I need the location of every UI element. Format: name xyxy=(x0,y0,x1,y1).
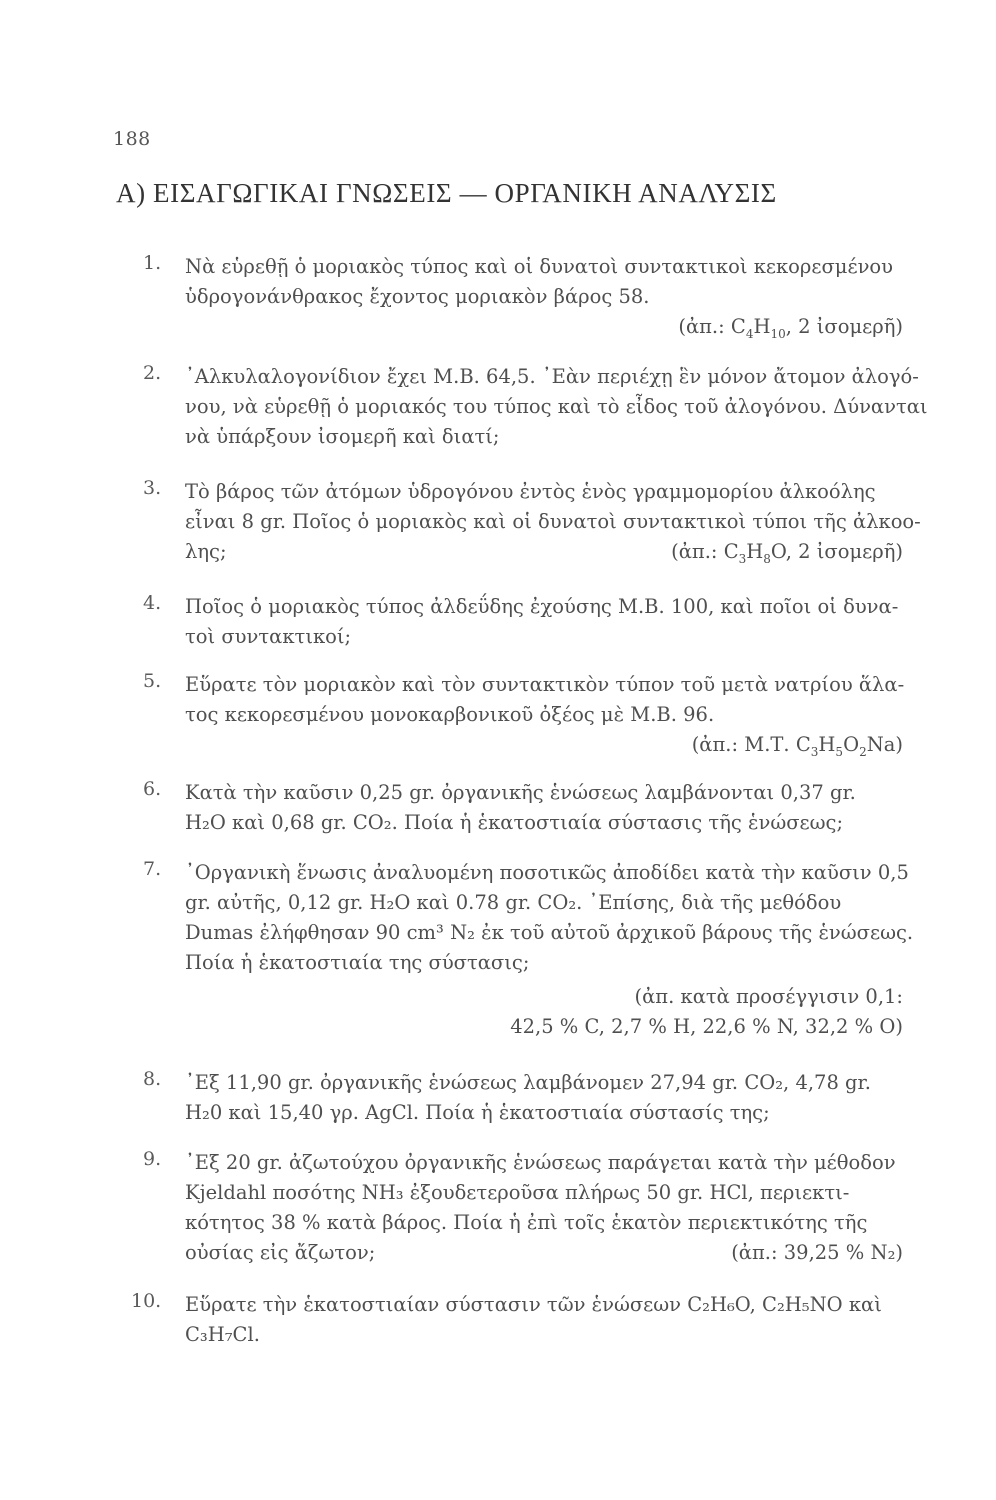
problem-answer-line: 42,5 % C, 2,7 % H, 22,6 % N, 32,2 % O) xyxy=(510,1015,903,1038)
problem-text-line: τος κεκορεσμένου μονοκαρβονικοῦ ὀξέος μὲ Μ.Β. 96. xyxy=(185,703,715,726)
problem-text-line: Εὕρατε τὴν ἑκατοστιαίαν σύστασιν τῶν ἑνώσεων C₂H₆O, C₂H₅NO καὶ xyxy=(185,1293,882,1316)
problem-text-line: H₂O καὶ 0,68 gr. CO₂. Ποία ἡ ἑκατοστιαία σύστασις τῆς ἑνώσεως; xyxy=(185,811,844,834)
problem-text-line: Νὰ εὑρεθῇ ὁ μοριακὸς τύπος καὶ οἱ δυνατοὶ συντακτικοὶ κεκορεσμένου xyxy=(185,255,894,278)
problem-text-line: Dumas ἐλήφθησαν 90 cm³ N₂ ἐκ τοῦ αὐτοῦ ἀρχικοῦ βάρους τῆς ἑνώσεως. xyxy=(185,921,914,944)
problem-text-line: Εὕρατε τὸν μοριακὸν καὶ τὸν συντακτικὸν τύπον τοῦ μετὰ νατρίου ἅλα- xyxy=(185,673,905,696)
problem-text-line: Τὸ βάρος τῶν ἀτόμων ὑδρογόνου ἐντὸς ἑνὸς γραμμομορίου ἀλκοόλης xyxy=(185,480,876,503)
problem-number: 10. xyxy=(131,1290,162,1312)
problem-text-line: Ποία ἡ ἑκατοστιαία της σύστασις; xyxy=(185,951,530,974)
problem-text-line: H₂0 καὶ 15,40 γρ. AgCl. Ποία ἡ ἑκατοστιαία σύστασίς της; xyxy=(185,1101,770,1124)
problem-3 xyxy=(143,477,921,567)
problem-7 xyxy=(143,858,914,1042)
problem-text-line: ᾿Οργανικὴ ἕνωσις ἀναλυομένη ποσοτικῶς ἀποδίδει κατὰ τὴν καῦσιν 0,5 xyxy=(185,861,909,884)
problem-10 xyxy=(131,1290,903,1350)
problem-number: 7. xyxy=(143,858,162,880)
problem-text-line: ὑδρογονάνθρακος ἔχοντος μοριακὸν βάρος 58. xyxy=(185,285,650,308)
problem-text-line: νὰ ὑπάρξουν ἰσομερῆ καὶ διατί; xyxy=(185,425,500,448)
problem-6 xyxy=(143,778,903,838)
problem-answer-line: (ἀπ. κατὰ προσέγγισιν 0,1: xyxy=(634,985,903,1008)
problem-number: 1. xyxy=(143,252,162,274)
problem-text-line: C₃H₇Cl. xyxy=(185,1323,260,1346)
problem-4 xyxy=(143,592,903,652)
problem-number: 2. xyxy=(143,362,162,384)
problem-9 xyxy=(143,1148,903,1268)
problem-text-line: εἶναι 8 gr. Ποῖος ὁ μοριακὸς καὶ οἱ δυνατοὶ συντακτικοὶ τύποι τῆς ἀλκοο- xyxy=(185,510,921,533)
problem-8 xyxy=(143,1068,903,1128)
problem-number: 8. xyxy=(143,1068,162,1090)
problem-number: 4. xyxy=(143,592,162,614)
problem-text-line: κότητος 38 % κατὰ βάρος. Ποία ἡ ἐπὶ τοῖς ἑκατὸν περιεκτικότης τῆς xyxy=(185,1211,868,1234)
problem-text-line: οὐσίας εἰς ἄζωτον; (ἀπ.: 39,25 % N₂) xyxy=(185,1238,903,1268)
problem-text-line: Κατὰ τὴν καῦσιν 0,25 gr. ὀργανικῆς ἑνώσεως λαμβάνονται 0,37 gr. xyxy=(185,781,856,804)
problem-text-line: gr. αὐτῆς, 0,12 gr. H₂O καὶ 0.78 gr. CO₂. ᾿Επίσης, διὰ τῆς μεθόδου xyxy=(185,891,842,914)
problem-answer: (ἀπ.: Μ.Τ. $C_3H_5O_2Na$) xyxy=(691,733,903,759)
problem-5 xyxy=(143,670,903,760)
problem-text-line: ᾿Εξ 11,90 gr. ὀργανικῆς ἑνώσεως λαμβάνομεν 27,94 gr. CO₂, 4,78 gr. xyxy=(185,1071,871,1094)
problem-answer: (ἀπ.: 39,25 % N₂) xyxy=(731,1241,903,1264)
problem-text-line: Ποῖος ὁ μοριακὸς τύπος ἀλδεΰδης ἐχούσης Μ.Β. 100, καὶ ποῖοι οἱ δυνα- xyxy=(185,595,899,618)
page-number: 188 xyxy=(113,128,151,150)
section-title: Α) ΕΙΣΑΓΩΓΙΚΑΙ ΓΝΩΣΕΙΣ — ΟΡΓΑΝΙΚΗ ΑΝΑΛΥΣΙΣ xyxy=(116,178,777,208)
problem-text-line: ᾿Εξ 20 gr. ἀζωτούχου ὀργανικῆς ἑνώσεως παράγεται κατὰ τὴν μέθοδον xyxy=(185,1151,896,1174)
problem-1 xyxy=(143,252,903,342)
problem-answer: (ἀπ.: $C_4H_{10}$, 2 ἰσομερῆ) xyxy=(678,315,903,341)
problem-text-line: λης; (ἀπ.: $C_3H_8O$, 2 ἰσομερῆ) xyxy=(185,537,903,567)
problem-number: 3. xyxy=(143,477,162,499)
problem-text-line: νου, νὰ εὑρεθῇ ὁ μοριακός του τύπος καὶ τὸ εἶδος τοῦ ἀλογόνου. Δύνανται xyxy=(185,395,928,418)
problem-2 xyxy=(143,362,928,452)
problem-number: 6. xyxy=(143,778,162,800)
problem-text-line: Kjeldahl ποσότης NH₃ ἐξουδετεροῦσα πλήρως 50 gr. HCl, περιεκτι- xyxy=(185,1181,850,1204)
problem-text-line: τοὶ συντακτικοί; xyxy=(185,625,352,648)
problem-number: 5. xyxy=(143,670,162,692)
problem-text-line: ᾿Αλκυλαλογονίδιον ἔχει Μ.Β. 64,5. ᾿Εὰν περιέχῃ ἓν μόνον ἄτομον ἀλογό- xyxy=(185,365,919,388)
problem-answer: (ἀπ.: $C_3H_8O$, 2 ἰσομερῆ) xyxy=(671,540,903,566)
problem-number: 9. xyxy=(143,1148,162,1170)
